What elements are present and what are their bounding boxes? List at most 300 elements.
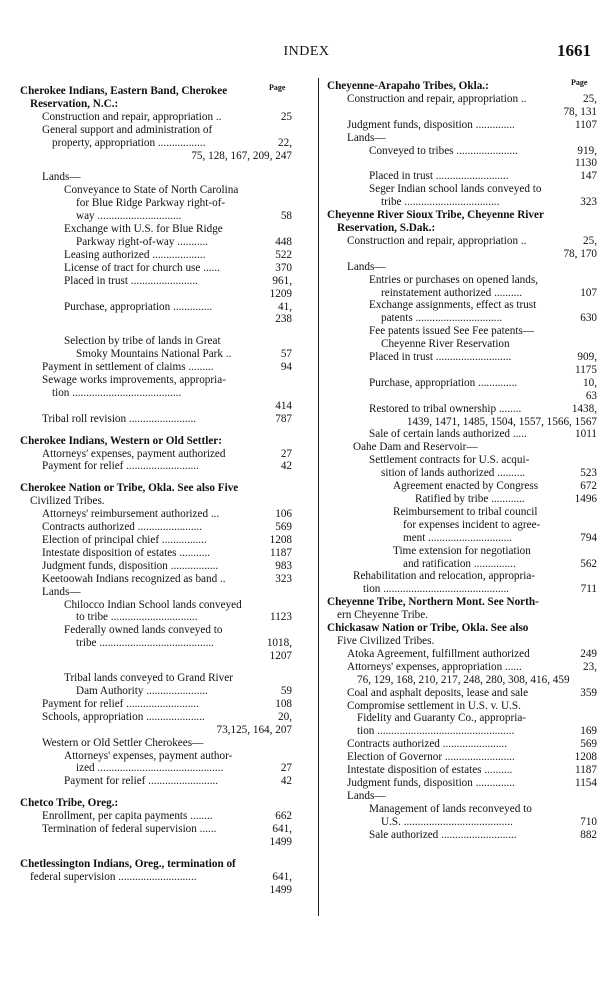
index-entry [20,124,292,137]
entry-gap [20,426,292,435]
page-reference: 108 [275,697,292,710]
index-heading [327,209,597,222]
index-column-right [327,78,597,841]
page-reference: 169 [580,725,597,738]
index-entry [20,111,292,124]
page-reference: 1154 [575,776,597,789]
entry-text: Atoka Agreement, fulfillment authorized [347,647,530,660]
index-entry [327,338,597,351]
entry-text: Purchase, appropriation .............. [64,300,213,313]
page-number: 1661 [557,41,591,60]
index-entry [20,184,292,197]
index-entry [327,648,597,661]
index-entry [327,803,597,816]
entry-text: tribe ......................................... [76,637,214,650]
page-reference: 641, [272,870,292,883]
page-reference: 106 [275,508,292,521]
index-entry [20,197,292,210]
index-heading [20,482,292,495]
index-entry [20,137,292,150]
page-reference: 882 [580,828,597,841]
entry-text: Payment for relief .......................... [42,697,199,710]
index-entry [327,170,597,183]
entry-text: Construction and repair, appropriation .. [347,234,527,247]
entry-gap [20,326,292,335]
index-entry [20,508,292,521]
entry-gap [20,663,292,672]
entry-text: Contracts authorized ....................... [347,738,508,751]
index-entry [327,183,597,196]
index-entry [327,106,597,119]
index-entry [327,428,597,441]
entry-text: ern Cheyenne Tribe. [337,609,429,622]
entry-text: Payment for relief ......................... [64,775,219,788]
index-entry [20,650,292,663]
page-reference: 147 [580,170,597,183]
index-entry [20,750,292,763]
entry-text: Conveyed to tribes ...................... [369,144,518,157]
index-entry [20,150,292,163]
entry-gap [20,473,292,482]
entry-text: Five Civilized Tribes. [337,634,435,647]
entry-text: Chetco Tribe, Oreg.: [20,797,119,810]
index-entry [20,611,292,624]
page-reference: 569 [580,738,597,751]
page-reference-continuation: 75, 128, 167, 209, 247 [191,149,292,162]
index-entry [20,223,292,236]
page-reference: 522 [275,248,292,261]
entry-text: Placed in trust ........................ [64,274,198,287]
page-reference-continuation: 78, 131 [563,105,597,118]
entry-text: Lands— [347,131,386,144]
index-entry [327,609,597,622]
entry-text: General support and administration of [42,123,213,136]
entry-text: Judgment funds, disposition .............. [347,776,515,789]
entry-text: Oahe Dam and Reservoir— [353,441,478,454]
page-reference: 25, [583,234,597,247]
index-entry [327,274,597,287]
index-entry [20,762,292,775]
entry-text: Reservation, N.C.: [30,97,119,110]
entry-text: Election of principal chief ................ [42,534,207,546]
entry-text: Settlement contracts for U.S. acqui- [369,454,530,467]
page-reference: 641, [272,823,292,836]
index-entry [327,751,597,764]
entry-text: Intestate disposition of estates .......... [347,764,513,777]
index-entry [20,348,292,361]
page-reference: 1208 [574,751,597,764]
entry-text: Sewage works improvements, appropria- [42,374,226,387]
index-entry [327,235,597,248]
entry-text: Chetlessington Indians, Oreg., termination of [20,857,236,870]
entry-text: Cherokee Nation or Tribe, Okla. See also Five [20,482,239,495]
page-reference: 1107 [575,118,597,131]
entry-text: Cheyenne River Sioux Tribe, Cheyenne River [327,209,544,222]
page-reference: 10, [583,376,597,389]
entry-text: to tribe ............................... [76,611,198,624]
page-reference: 569 [275,521,292,534]
index-entry [20,460,292,473]
entry-text: Election of Governor ......................... [347,751,515,764]
page-reference: 711 [580,583,597,596]
index-entry [20,335,292,348]
page-reference-continuation: 1499 [269,883,292,896]
entry-text: Parkway right-of-way ........... [76,235,209,248]
page-reference: 787 [275,412,292,425]
index-entry [327,532,597,545]
page-column-label: Page [571,78,588,87]
index-entry [327,403,597,416]
page-column-label: Page [269,83,286,92]
entry-text: Payment for relief .......................... [42,460,199,473]
page-reference: 1208 [269,534,292,546]
index-entry [20,672,292,685]
index-entry [327,738,597,751]
index-entry [20,836,292,849]
entry-text: Enrollment, per capita payments ........ [42,810,213,823]
page-reference: 448 [275,235,292,248]
index-heading [20,85,292,98]
index-entry [327,312,597,325]
entry-text: Construction and repair, appropriation .. [347,92,527,105]
entry-text: Cherokee Indians, Western or Old Settler: [20,434,222,447]
index-entry [20,521,292,534]
page-reference: 1496 [574,493,597,505]
index-entry [20,301,292,314]
index-entry [327,119,597,132]
entry-text: Contracts authorized ....................... [42,521,203,534]
index-entry [20,560,292,573]
page-reference: 22, [278,136,292,149]
index-entry [327,790,597,803]
page-reference: 1438, [571,402,597,415]
entry-text: patents ............................... [381,312,503,325]
entry-text: Lands— [42,171,81,184]
index-entry [327,725,597,738]
entry-text: Purchase, appropriation .............. [369,376,518,389]
entry-text: License of tract for church use ...... [64,261,220,274]
page-reference: 20, [278,710,292,723]
index-entry [327,377,597,390]
page-reference: 41, [278,300,292,313]
entry-text: Judgment funds, disposition ................. [42,559,219,572]
index-entry [20,288,292,301]
index-entry [327,364,597,377]
index-entry [20,547,292,560]
entry-text: Agreement enacted by Congress [393,480,539,493]
index-entry [327,764,597,777]
index-entry [327,777,597,790]
index-entry [20,361,292,374]
entry-text: Termination of federal supervision ...... [42,823,217,836]
index-entry [20,775,292,788]
entry-text: Cherokee Indians, Eastern Band, Cherokee [20,85,228,97]
index-entry [327,493,597,506]
index-heading [20,797,292,810]
entry-text: Seger Indian school lands conveyed to [369,183,542,196]
page-reference: 323 [580,196,597,209]
page-reference: 1011 [575,428,597,441]
page-reference-continuation: 1209 [269,287,292,300]
entry-text: Lands— [347,789,386,802]
index-entry [327,325,597,338]
page-reference: 370 [275,261,292,274]
entry-text: Intestate disposition of estates ........... [42,546,211,559]
entry-text: Compromise settlement in U.S. v. U.S. [347,699,521,712]
page-reference: 1187 [575,764,597,777]
index-entry [20,400,292,413]
entry-text: Exchange with U.S. for Blue Ridge [64,223,223,236]
entry-text: Attorneys' expenses, payment authorized [42,447,226,460]
page-reference-continuation: 78, 170 [563,247,597,260]
page-reference: 562 [580,557,597,570]
entry-text: Cheyenne River Reservation [381,338,510,351]
index-entry [20,724,292,737]
entry-gap [20,849,292,858]
index-entry [327,661,597,674]
index-entry [327,700,597,713]
page-header-title: INDEX [283,44,330,59]
entry-text: property, appropriation ................. [52,136,206,149]
entry-text: Conveyance to State of North Carolina [64,184,239,197]
entry-text: Civilized Tribes. [30,495,105,508]
entry-text: way .............................. [76,210,182,223]
entry-text: Lands— [347,260,386,273]
page-reference: 323 [275,572,292,585]
page-reference: 983 [275,559,292,572]
entry-text: Selection by tribe of lands in Great [64,335,221,348]
page-reference: 23, [583,660,597,673]
index-entry [20,685,292,698]
entry-text: Tribal roll revision ........................ [42,412,197,425]
index-entry [20,313,292,326]
index-entry [327,829,597,842]
page-reference-continuation: 1439, 1471, 1485, 1504, 1557, 1566, 1567 [406,415,597,428]
index-entry [20,823,292,836]
entry-text: and ratification ............... [403,557,516,570]
entry-text: sition of lands authorized .......... [381,467,526,480]
index-entry [20,236,292,249]
index-heading [327,596,597,609]
page-reference-continuation: 1207 [269,650,292,663]
index-entry [327,480,597,493]
entry-text: Smoky Mountains National Park .. [76,348,232,361]
index-entry [327,145,597,158]
page-reference: 94 [280,361,292,374]
entry-text: Chickasaw Nation or Tribe, Okla. See also [327,622,529,635]
page-reference: 25 [280,110,292,123]
page-reference: 1187 [270,546,292,559]
page-reference: 27 [280,762,292,775]
index-entry [327,390,597,403]
entry-text: Chilocco Indian School lands conveyed [64,598,242,611]
index-entry [327,441,597,454]
index-entry [20,737,292,750]
entry-text: tribe .................................. [381,196,500,209]
entry-text: Exchange assignments, effect as trust [369,299,537,312]
page-reference: 672 [580,480,597,493]
index-entry [20,586,292,599]
entry-text: Placed in trust ........................... [369,351,512,364]
page-reference: 58 [280,210,292,223]
index-entry [20,534,292,547]
entry-text: Tribal lands conveyed to Grand River [64,672,233,685]
entry-text: Dam Authority ...................... [76,684,208,697]
index-entry [327,287,597,300]
page-reference: 662 [275,810,292,823]
page-reference-continuation: 1499 [269,835,292,848]
index-entry [20,711,292,724]
page-reference: 42 [280,775,292,788]
index-entry [20,210,292,223]
index-entry [20,573,292,586]
entry-text: U.S. ....................................... [381,815,513,828]
page-reference: 59 [280,684,292,697]
page-reference: 107 [580,286,597,299]
index-entry [327,132,597,145]
entry-text: reinstatement authorized .......... [381,286,523,299]
entry-text: Fee patents issued See Fee patents— [369,325,534,338]
index-entry [20,413,292,426]
index-entry [327,687,597,700]
entry-text: Payment in settlement of claims ......... [42,361,214,374]
entry-text: Leasing authorized ................... [64,248,206,261]
entry-text: ized ............................................. [76,762,224,775]
page-reference: 909, [577,351,597,364]
index-entry [327,196,597,209]
entry-text: Attorneys' expenses, appropriation ...... [347,660,522,673]
index-entry [20,698,292,711]
entry-text: Attorneys' reimbursement authorized ... [42,508,220,521]
entry-text: Federally owned lands conveyed to [64,624,223,637]
entry-text: Lands— [42,585,81,598]
index-heading [20,858,292,871]
index-entry [327,93,597,106]
entry-text: Judgment funds, disposition .............. [347,118,515,131]
entry-text: for Blue Ridge Parkway right-of- [76,197,226,210]
index-entry [327,712,597,725]
page-reference: 57 [280,348,292,361]
index-entry [327,545,597,558]
entry-text: Sale authorized ........................... [369,828,517,841]
entry-text: Sale of certain lands authorized ..... [369,428,527,441]
entry-text: Placed in trust .......................... [369,170,509,183]
index-entry [20,637,292,650]
entry-text: Management of lands reconveyed to [369,802,532,815]
index-entry [20,871,292,884]
page-reference-continuation: 73,125, 164, 207 [216,723,292,736]
entry-text: ment .............................. [403,531,513,544]
index-entry [20,810,292,823]
index-entry [20,275,292,288]
index-entry [20,624,292,637]
index-entry [327,261,597,274]
page-reference: 710 [580,815,597,828]
page-reference: 25, [583,92,597,105]
page-reference: 919, [577,144,597,157]
entry-text: Attorneys' expenses, payment author- [64,749,233,762]
entry-text: Cheyenne-Arapaho Tribes, Okla.: [327,80,489,92]
entry-text: federal supervision ............................ [30,870,197,883]
index-heading [20,98,292,111]
entry-list [327,80,597,841]
page-reference: 1123 [270,611,292,624]
entry-text: Cheyenne Tribe, Northern Mont. See North- [327,596,539,609]
page-reference: 42 [280,460,292,473]
index-entry [327,248,597,261]
entry-text: Reimbursement to tribal council [393,505,538,518]
column-divider [318,78,319,916]
entry-text: Ratified by tribe ............ [415,493,525,505]
entry-text: for expenses incident to agree- [403,518,541,531]
index-entry [327,558,597,571]
entry-text: 76, 129, 168, 210, 217, 248, 280, 308, 416, 459 [357,673,570,686]
entry-gap [20,162,292,171]
page-reference: 961, [272,274,292,287]
entry-gap [20,788,292,797]
index-entry [327,416,597,429]
index-entry [327,519,597,532]
index-entry [327,467,597,480]
entry-text: Fidelity and Guaranty Co., appropria- [357,712,527,725]
page-reference: 630 [580,312,597,325]
index-entry [20,262,292,275]
page-reference-continuation: 63 [585,389,597,402]
index-entry [327,635,597,648]
index-entry [20,448,292,461]
page-reference-continuation: 1175 [575,363,597,376]
entry-text: Construction and repair, appropriation .. [42,110,222,123]
index-heading [20,435,292,448]
page-reference-continuation: 414 [275,399,292,412]
entry-list [20,85,292,897]
index-entry [327,583,597,596]
index-heading [327,222,597,235]
index-entry [327,674,597,687]
index-entry [327,454,597,467]
index-entry [327,157,597,170]
entry-text: Rehabilitation and relocation, appropria- [353,570,536,583]
entry-text: tion ............................................. [363,583,510,596]
entry-text: Entries or purchases on opened lands, [369,273,539,286]
index-entry [327,816,597,829]
entry-text: tion ....................................... [52,386,182,399]
page-reference: 523 [580,467,597,480]
index-entry [327,506,597,519]
entry-text: Coal and asphalt deposits, lease and sale [347,686,529,699]
page-reference: 249 [580,647,597,660]
index-entry [20,249,292,262]
index-entry [327,351,597,364]
index-entry [20,884,292,897]
page-reference: 1018, [266,637,292,650]
index-entry [20,387,292,400]
index-heading [327,622,597,635]
page-reference: 794 [580,531,597,544]
page-reference: 27 [280,447,292,460]
page-reference-continuation: 238 [275,313,292,326]
index-column-left [20,78,292,897]
page-reference-continuation: 1130 [575,157,597,170]
entry-text: Western or Old Settler Cherokees— [42,736,204,749]
entry-text: Keetoowah Indians recognized as band .. [42,572,226,585]
entry-text: Schools, appropriation ..................... [42,710,205,723]
entry-text: Time extension for negotiation [393,544,531,557]
entry-text: tion ................................................. [357,725,515,738]
index-heading [327,80,597,93]
entry-text: Restored to tribal ownership ........ [369,402,522,415]
entry-text: Reservation, S.Dak.: [337,221,436,234]
